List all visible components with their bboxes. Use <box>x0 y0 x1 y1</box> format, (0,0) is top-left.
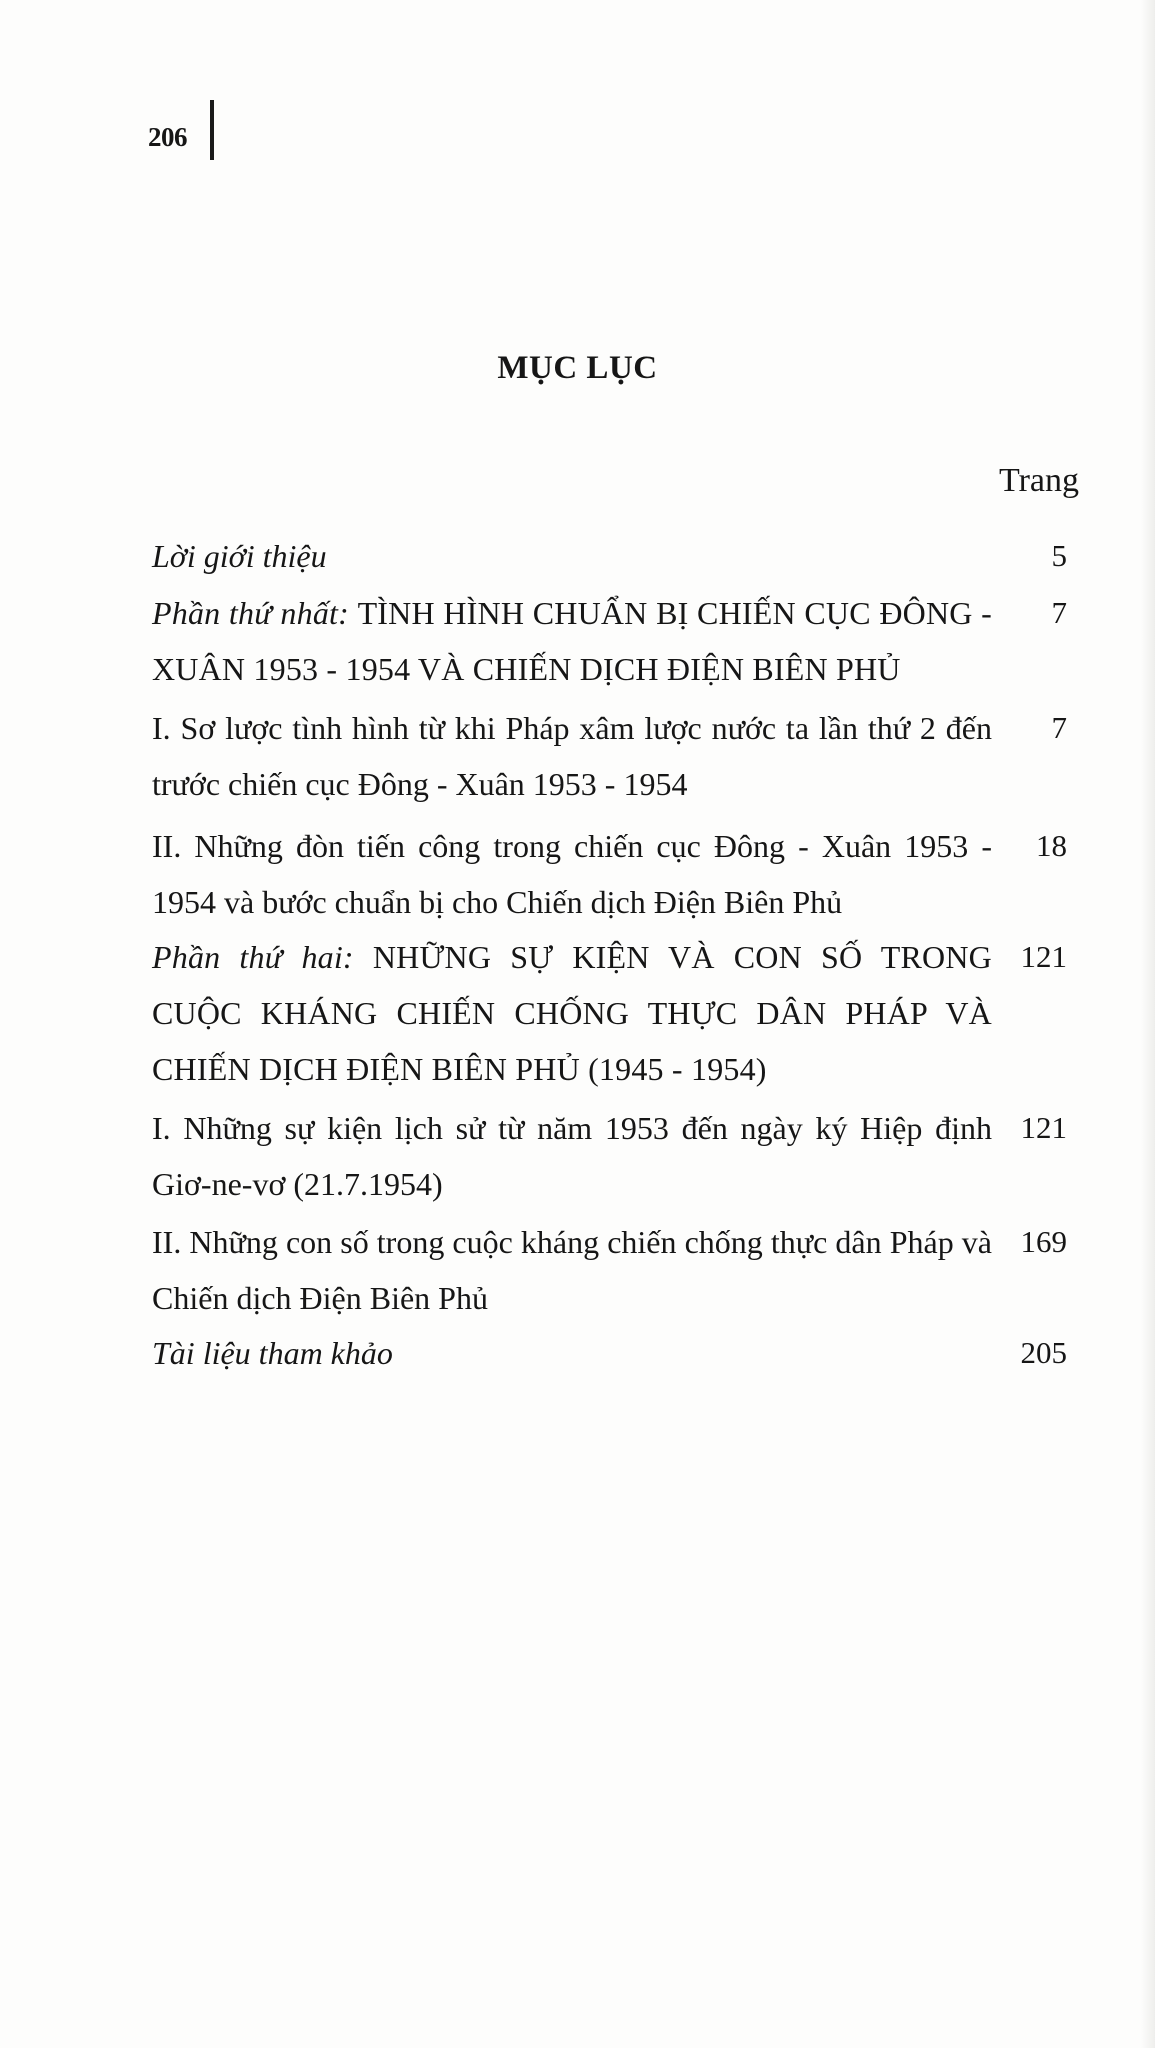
toc-entry-part-1-section-1[interactable] <box>152 700 1079 812</box>
header-rule <box>210 100 214 160</box>
toc-entry-part-1[interactable] <box>152 585 1079 697</box>
entry-text: I. Những sự kiện lịch sử từ năm 1953 đến ngày ký Hiệp định Giơ-ne-vơ (21.7.1954) <box>152 1110 992 1202</box>
entry-text: II. Những đòn tiến công trong chiến cục Đông - Xuân 1953 - 1954 và bước chuẩn bị cho Chiến dịch Điện Biên Phủ <box>152 828 992 920</box>
entry-page: 7 <box>1051 595 1067 630</box>
entry-text: I. Sơ lược tình hình từ khi Pháp xâm lược nước ta lần thứ 2 đến trước chiến cục Đông - Xuân 1953 - 1954 <box>152 710 992 802</box>
entry-page: 121 <box>1020 1110 1067 1145</box>
entry-text: NHỮNG SỰ KIỆN VÀ CON SỐ TRONG CUỘC KHÁNG CHIẾN CHỐNG THỰC DÂN PHÁP VÀ CHIẾN DỊCH ĐIỆN BIÊN PHỦ (1945 - 1954) <box>152 939 992 1087</box>
entry-page: 18 <box>1036 828 1067 863</box>
page-number: 206 <box>148 122 187 152</box>
toc-title: MỤC LỤC <box>497 350 658 386</box>
entry-label: Lời giới thiệu <box>152 538 327 574</box>
entry-text: TÌNH HÌNH CHUẨN BỊ CHIẾN CỤC ĐÔNG - XUÂN 1953 - 1954 VÀ CHIẾN DỊCH ĐIỆN BIÊN PHỦ <box>152 595 993 687</box>
entry-page: 169 <box>1020 1224 1067 1259</box>
entry-text: II. Những con số trong cuộc kháng chiến chống thực dân Pháp và Chiến dịch Điện Biên Phủ <box>152 1224 992 1316</box>
entry-page: 7 <box>1051 710 1067 745</box>
entry-page: 5 <box>1051 538 1067 573</box>
toc-entry-part-1-section-2[interactable] <box>152 818 1079 930</box>
toc-entry-intro[interactable] <box>152 528 1079 584</box>
page-column-label: Trang <box>999 462 1079 499</box>
entry-prefix: Phần thứ hai: <box>152 939 373 975</box>
page-edge-shadow <box>1141 0 1155 2048</box>
toc-entry-part-2-section-2[interactable] <box>152 1214 1079 1326</box>
entry-label: Tài liệu tham khảo <box>152 1335 393 1371</box>
toc-entry-part-2[interactable] <box>152 929 1079 1097</box>
entry-page: 121 <box>1020 939 1067 974</box>
entry-prefix: Phần thứ nhất: <box>152 595 358 631</box>
toc-entry-part-2-section-1[interactable] <box>152 1100 1079 1212</box>
toc-entry-references[interactable] <box>152 1325 1079 1381</box>
entry-page: 205 <box>1020 1335 1067 1370</box>
